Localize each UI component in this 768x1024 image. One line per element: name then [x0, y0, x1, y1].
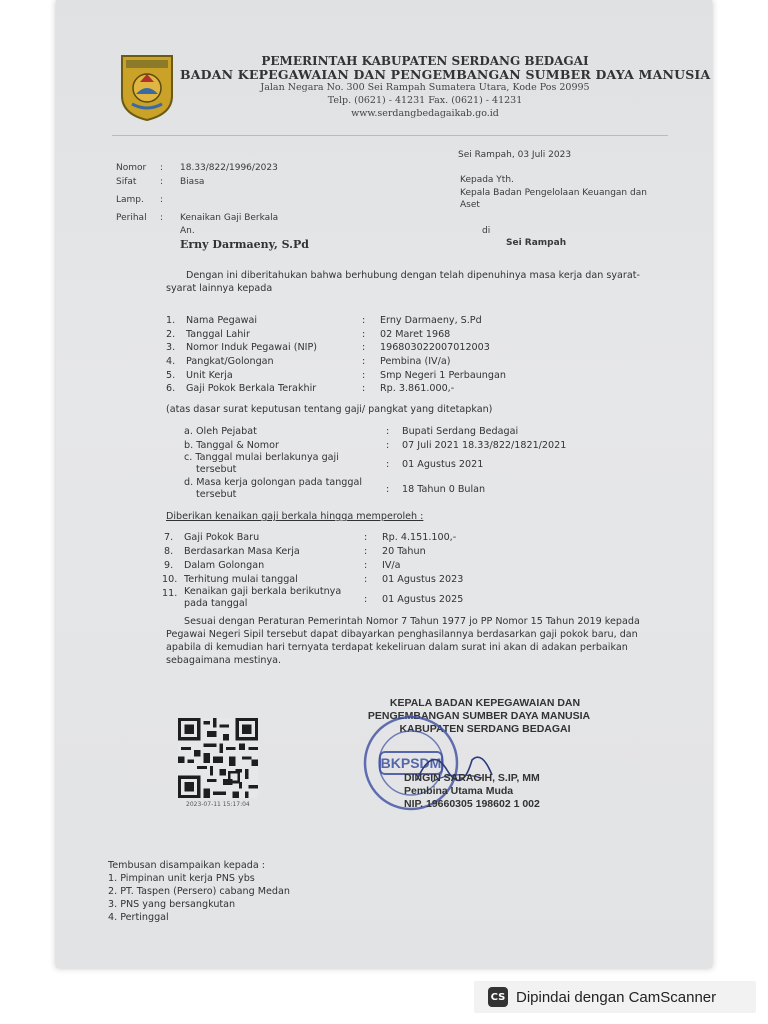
item-label: Tanggal Lahir: [186, 329, 250, 340]
item-number: 7.: [164, 532, 174, 543]
sub-item-colon: :: [386, 426, 390, 437]
item-label: Kenaikan gaji berkala berikutnya: [184, 586, 342, 597]
item-colon: :: [362, 370, 366, 381]
closing-line-1: Sesuai dengan Peraturan Pemerintah Nomor 7 Tahun 1977 jo PP Nomor 15 Tahun 2019 kepada: [184, 616, 640, 627]
meta-value-perihal: Kenaikan Gaji Berkala: [180, 213, 279, 223]
item-value: IV/a: [382, 560, 401, 571]
closing-line-2: Pegawai Negeri Sipil tersebut dapat dibayarkan penghasilannya berdasarkan gaji pokok baru, dan: [166, 629, 638, 640]
item-colon: :: [364, 532, 368, 543]
signatory-rank: Pembina Utama Muda: [404, 785, 514, 797]
item-value: 20 Tahun: [382, 546, 426, 557]
addressee-line-2: Kepala Badan Pengelolaan Keuangan dan: [460, 188, 647, 198]
item-number: 1.: [166, 315, 176, 326]
item-value: Rp. 3.861.000,-: [380, 383, 455, 394]
item-colon: :: [364, 574, 368, 585]
item-colon: :: [364, 560, 368, 571]
letterhead-phone: Telp. (0621) - 41231 Fax. (0621) - 41231: [327, 95, 523, 106]
signatory-nip: NIP. 19660305 198602 1 002: [404, 798, 540, 810]
item-colon: :: [362, 356, 366, 367]
item-value: 02 Maret 1968: [380, 329, 451, 340]
camscanner-logo-icon: CS: [488, 987, 508, 1007]
item-number: 10.: [162, 574, 178, 585]
item-label: Gaji Pokok Berkala Terakhir: [186, 383, 317, 394]
item-number: 3.: [166, 342, 176, 353]
closing-line-4: sebagaimana mestinya.: [166, 655, 282, 666]
item-number: 11.: [162, 588, 178, 599]
letterhead-address: Jalan Negara No. 300 Sei Rampah Sumatera Utara, Kode Pos 20995: [260, 82, 590, 93]
sub-item-colon: :: [386, 440, 390, 451]
item-colon: :: [364, 594, 368, 605]
item-number: 4.: [166, 356, 176, 367]
cc-heading: Tembusan disampaikan kepada :: [108, 860, 265, 871]
item-label: Unit Kerja: [186, 370, 233, 381]
sub-item-label-cont: tersebut: [196, 489, 237, 500]
closing-line-3: apabila di kemudian hari ternyata terdapat kekeliruan dalam surat ini akan di adakan perbaikan: [166, 642, 628, 653]
camscanner-label: Dipindai dengan CamScanner: [516, 988, 717, 1006]
item-number: 8.: [164, 546, 174, 557]
item-number: 5.: [166, 370, 176, 381]
intro-line-1: Dengan ini diberitahukan bahwa berhubung dengan telah dipenuhinya masa kerja dan syarat-: [186, 270, 640, 281]
regency-logo-icon: [118, 52, 176, 122]
item-number: 2.: [166, 329, 176, 340]
letterhead-divider: [112, 135, 668, 136]
addressee-line-3: Aset: [460, 200, 480, 210]
meta-colon: :: [160, 177, 164, 187]
item-label: Berdasarkan Masa Kerja: [184, 546, 300, 557]
cc-item: 3. PNS yang bersangkutan: [108, 899, 236, 910]
item-colon: :: [364, 546, 368, 557]
item-label: Nomor Induk Pegawai (NIP): [186, 342, 317, 353]
meta-colon: :: [160, 195, 164, 205]
item-label: Nama Pegawai: [186, 315, 258, 326]
item-value: Pembina (IV/a): [380, 356, 451, 367]
item-label: Terhitung mulai tanggal: [184, 574, 298, 585]
signatory-name: DINGIN SARAGIH, S.IP, MM: [404, 772, 540, 784]
qr-code-icon: [178, 718, 258, 798]
camscanner-watermark: [474, 981, 756, 1013]
intro-line-2: syarat lainnya kepada: [166, 283, 273, 294]
item-value: Erny Darmaeny, S.Pd: [380, 315, 482, 326]
cc-item: 4. Pertinggal: [108, 912, 169, 923]
sub-item-value: 07 Juli 2021 18.33/822/1821/2021: [402, 440, 567, 451]
sub-item-value: 18 Tahun 0 Bulan: [402, 484, 486, 495]
item-number: 6.: [166, 383, 176, 394]
meta-colon: :: [160, 213, 164, 223]
svg-text:BKPSDM: BKPSDM: [380, 755, 442, 771]
item-value: Smp Negeri 1 Perbaungan: [380, 370, 506, 381]
given-heading: Diberikan kenaikan gaji berkala hingga memperoleh :: [166, 511, 424, 522]
cc-item: 1. Pimpinan unit kerja PNS ybs: [108, 873, 255, 884]
meta-label-perihal: Perihal: [116, 213, 147, 223]
item-value: 196803022007012003: [380, 342, 490, 353]
signature-title-3: KABUPATEN SERDANG BEDAGAI: [399, 723, 571, 735]
letterhead-website: www.serdangbedagaikab.go.id: [351, 108, 499, 119]
addressee-line-1: Kepada Yth.: [460, 175, 514, 185]
perihal-an: An.: [180, 226, 195, 236]
sub-item-value: 01 Agustus 2021: [402, 459, 484, 470]
item-colon: :: [362, 315, 366, 326]
document-page: [56, 0, 712, 968]
meta-label-sifat: Sifat: [116, 177, 137, 187]
sub-item-label-cont: tersebut: [196, 464, 237, 475]
item-label-cont: pada tanggal: [184, 598, 248, 609]
meta-value-nomor: 18.33/822/1996/2023: [180, 163, 278, 173]
sub-item-colon: :: [386, 459, 390, 470]
qr-timestamp: 2023-07-11 15:17:04: [186, 801, 250, 808]
sub-item-label: a. Oleh Pejabat: [184, 426, 257, 437]
addressee-place: Sei Rampah: [506, 238, 567, 248]
item-number: 9.: [164, 560, 174, 571]
item-label: Pangkat/Golongan: [186, 356, 274, 367]
meta-label-lamp: Lamp.: [116, 195, 144, 205]
item-value: 01 Agustus 2023: [382, 574, 464, 585]
meta-colon: :: [160, 163, 164, 173]
letterhead-line-1: PEMERINTAH KABUPATEN SERDANG BEDAGAI: [261, 54, 589, 68]
meta-value-sifat: Biasa: [180, 177, 205, 187]
signature-title-2: PENGEMBANGAN SUMBER DAYA MANUSIA: [367, 710, 591, 722]
item-colon: :: [362, 329, 366, 340]
meta-label-nomor: Nomor: [116, 163, 147, 173]
basis-note: (atas dasar surat keputusan tentang gaji/ pangkat yang ditetapkan): [166, 404, 493, 415]
letter-date: Sei Rampah, 03 Juli 2023: [458, 150, 572, 160]
letterhead-line-2: BADAN KEPEGAWAIAN DAN PENGEMBANGAN SUMBER DAYA MANUSIA: [180, 67, 711, 82]
item-label: Dalam Golongan: [184, 560, 265, 571]
item-label: Gaji Pokok Baru: [184, 532, 260, 543]
item-value: 01 Agustus 2025: [382, 594, 464, 605]
item-value: Rp. 4.151.100,-: [382, 532, 457, 543]
perihal-name: Erny Darmaeny, S.Pd: [180, 238, 309, 251]
sub-item-value: Bupati Serdang Bedagai: [402, 426, 519, 437]
item-colon: :: [362, 383, 366, 394]
item-colon: :: [362, 342, 366, 353]
sub-item-label: b. Tanggal & Nomor: [184, 440, 279, 451]
sub-item-colon: :: [386, 484, 390, 495]
cc-item: 2. PT. Taspen (Persero) cabang Medan: [108, 886, 290, 897]
sub-item-label: c. Tanggal mulai berlakunya gaji: [184, 452, 339, 463]
signature-title-1: KEPALA BADAN KEPEGAWAIAN DAN: [389, 697, 581, 709]
addressee-di: di: [482, 226, 491, 236]
sub-item-label: d. Masa kerja golongan pada tanggal: [184, 477, 363, 488]
